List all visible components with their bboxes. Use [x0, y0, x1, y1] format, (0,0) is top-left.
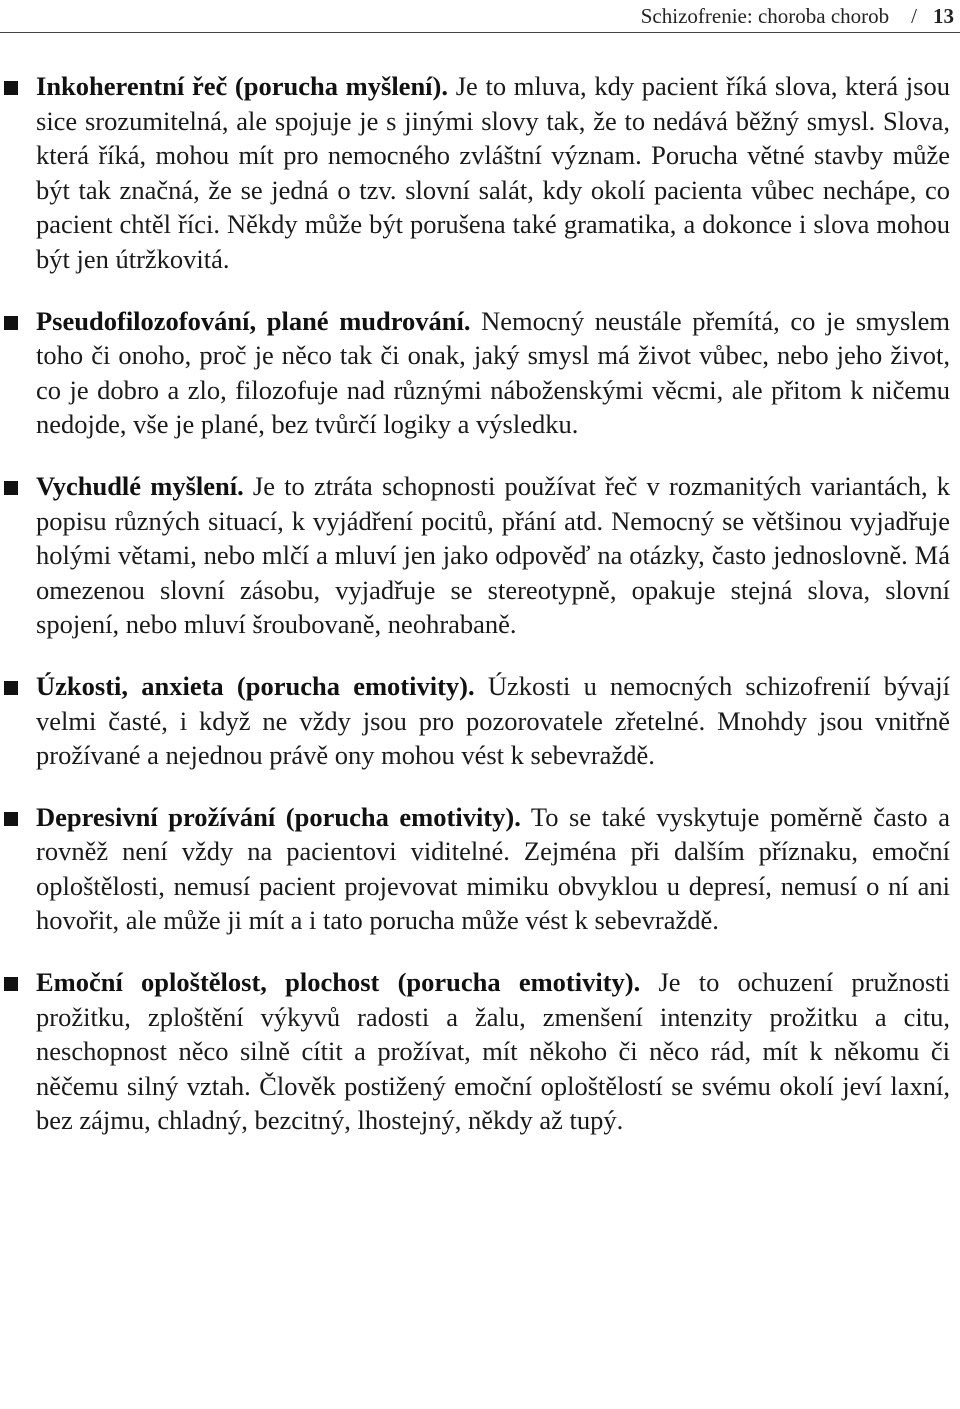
header-text — [641, 4, 954, 28]
running-header — [0, 0, 960, 36]
header-separator: / — [911, 4, 917, 28]
square-bullet-icon — [4, 977, 18, 991]
bullet-entry-emocni-oplostelost — [0, 965, 960, 1138]
entry-paragraph — [36, 669, 950, 773]
square-bullet-icon — [4, 481, 18, 495]
bullet-entry-uzkosti — [0, 669, 960, 773]
square-bullet-icon — [4, 81, 18, 95]
entry-paragraph — [36, 304, 950, 442]
header-rule — [0, 32, 960, 33]
entry-body: Je to mluva, kdy pacient říká slova, která jsou sice srozumitelná, ale spojuje je s jinými slovy tak, že to nedává běžný smysl. Slova, která říká, mohou mít pro nemocného zvláštní význam. Porucha větné stavby může být tak značná, že se jedná o tzv. slovní salát, kdy okolí pacienta vůbec nechápe, co pacient chtěl říci. Někdy může být porušena také gramatika, a dokonce i slova mohou být jen útržkovitá. — [36, 71, 950, 274]
page-content — [0, 69, 960, 1165]
bullet-entry-inkoherentni-rec — [0, 69, 960, 277]
entry-body: Nemocný neustále přemítá, co je smyslem toho či onoho, proč je něco tak či onak, jaký smysl má život vůbec, nebo jeho život, co je dobro a zlo, filozofuje nad různými náboženskými věcmi, ale přitom k ničemu nedojde, vše je plané, bez tvůrčí logiky a výsledku. — [36, 305, 950, 440]
bullet-entry-pseudofilozofovani — [0, 304, 960, 442]
bullet-entry-depresivni-prozivani — [0, 800, 960, 938]
square-bullet-icon — [4, 316, 18, 330]
entry-title: Inkoherentní řeč (porucha myšlení). — [36, 71, 448, 101]
entry-title: Úzkosti, anxieta (porucha emotivity). — [36, 670, 475, 701]
entry-title: Emoční oploštělost, plochost (porucha emotivity). — [36, 967, 641, 998]
entry-paragraph — [36, 69, 950, 277]
header-title: Schizofrenie: choroba chorob — [640, 4, 890, 28]
entry-paragraph — [36, 965, 950, 1138]
entry-body: To se také vyskytuje poměrně často a rovněž není vždy na pacientovi viditelné. Zejména při dalším příznaku, emoční oploštělosti, nemusí pacient projevovat mimiku obvyklou u depresí, nemusí o ní ani hovořit, ale může ji mít a i tato porucha může vést k sebevraždě. — [36, 801, 950, 936]
page-number: 13 — [933, 4, 954, 28]
entry-title: Depresivní prožívání (porucha emotivity). — [36, 801, 521, 832]
entry-paragraph — [36, 469, 950, 642]
entry-body: Je to ochuzení pružnosti prožitku, zploštění výkyvů radosti a žalu, zmenšení intenzity prožitku a citu, neschopnost něco silně cítit a prožívat, mít někoho či něco rád, mít k někomu či něčemu silný vztah. Člověk postižený emoční oploštělostí se svému okolí jeví laxní, bez zájmu, chladný, bezcitný, lhostejný, někdy až tupý. — [36, 967, 951, 1136]
square-bullet-icon — [4, 681, 18, 695]
entry-body: Je to ztráta schopnosti používat řeč v rozmanitých variantách, k popisu různých situací, k vyjádření pocitů, přání atd. Nemocný se většinou vyjadřuje holými větami, nebo mlčí a mluví jen jako odpověď na otázky, často jednoslovně. Má omezenou slovní zásobu, vyjadřuje se stereotypně, opakuje stejná slova, slovní spojení, nebo mluví šroubovaně, neohrabaně. — [36, 470, 951, 640]
entry-title: Pseudofilozofování, plané mudrování. — [36, 305, 471, 336]
entry-title: Vychudlé myšlení. — [36, 470, 244, 501]
entry-paragraph — [36, 800, 950, 938]
square-bullet-icon — [4, 812, 18, 826]
entry-body: Úzkosti u nemocných schizofrenií bývají velmi časté, i když ne vždy jsou pro pozorovatele zřetelné. Mnohdy jsou vnitřně prožívané a nejednou právě ony mohou vést k sebevraždě. — [36, 670, 950, 771]
bullet-entry-vychudle-mysleni — [0, 469, 960, 642]
